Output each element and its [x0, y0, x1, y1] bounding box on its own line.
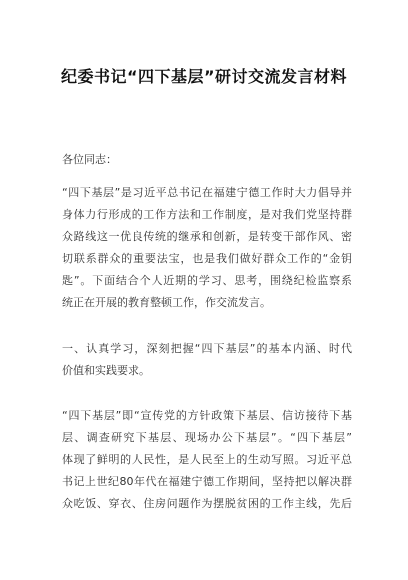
paragraph-intro [62, 182, 352, 314]
paragraph-line: 切联系群众的重要法宝，也是我们做好群众工作的“金钥 [62, 252, 352, 265]
section-heading-1 [62, 338, 352, 382]
paragraph-line: 匙”。下面结合个人近期的学习、思考，围绕纪检监察系 [62, 274, 352, 287]
paragraph-line: 身体力行形成的工作方法和工作制度，是对我们党坚持群 [62, 208, 352, 221]
paragraph-line: 一、认真学习，深刻把握“四下基层”的基本内涵、时代 [62, 342, 352, 355]
paragraph-line: 层、调查研究下基层、现场办公下基层”。“四下基层” [62, 431, 352, 444]
paragraph-line: 众吃饭、穿衣、住房问题作为摆脱贫困的工作主线，先后 [62, 497, 352, 510]
paragraph-line: 书记上世纪80年代在福建宁德工作期间，坚持把以解决群 [62, 475, 352, 488]
paragraph-line: “四下基层”是习近平总书记在福建宁德工作时大力倡导并 [62, 186, 352, 199]
paragraph-line: 价值和实践要求。 [62, 364, 150, 377]
paragraph-line: 众路线这一优良传统的继承和创新，是转变干部作风、密 [62, 230, 352, 243]
paragraph-line: “四下基层”即“宣传党的方针政策下基层、信访接待下基 [62, 409, 352, 422]
paragraph-four-basics [62, 405, 352, 515]
document-title: 纪委书记“四下基层”研讨交流发言材料 [60, 67, 348, 86]
paragraph-line: 统正在开展的教育整顿工作，作交流发言。 [62, 296, 271, 309]
paragraph-line: 体现了鲜明的人民性，是人民至上的生动写照。习近平总 [62, 453, 352, 466]
greeting: 各位同志： [62, 153, 117, 166]
